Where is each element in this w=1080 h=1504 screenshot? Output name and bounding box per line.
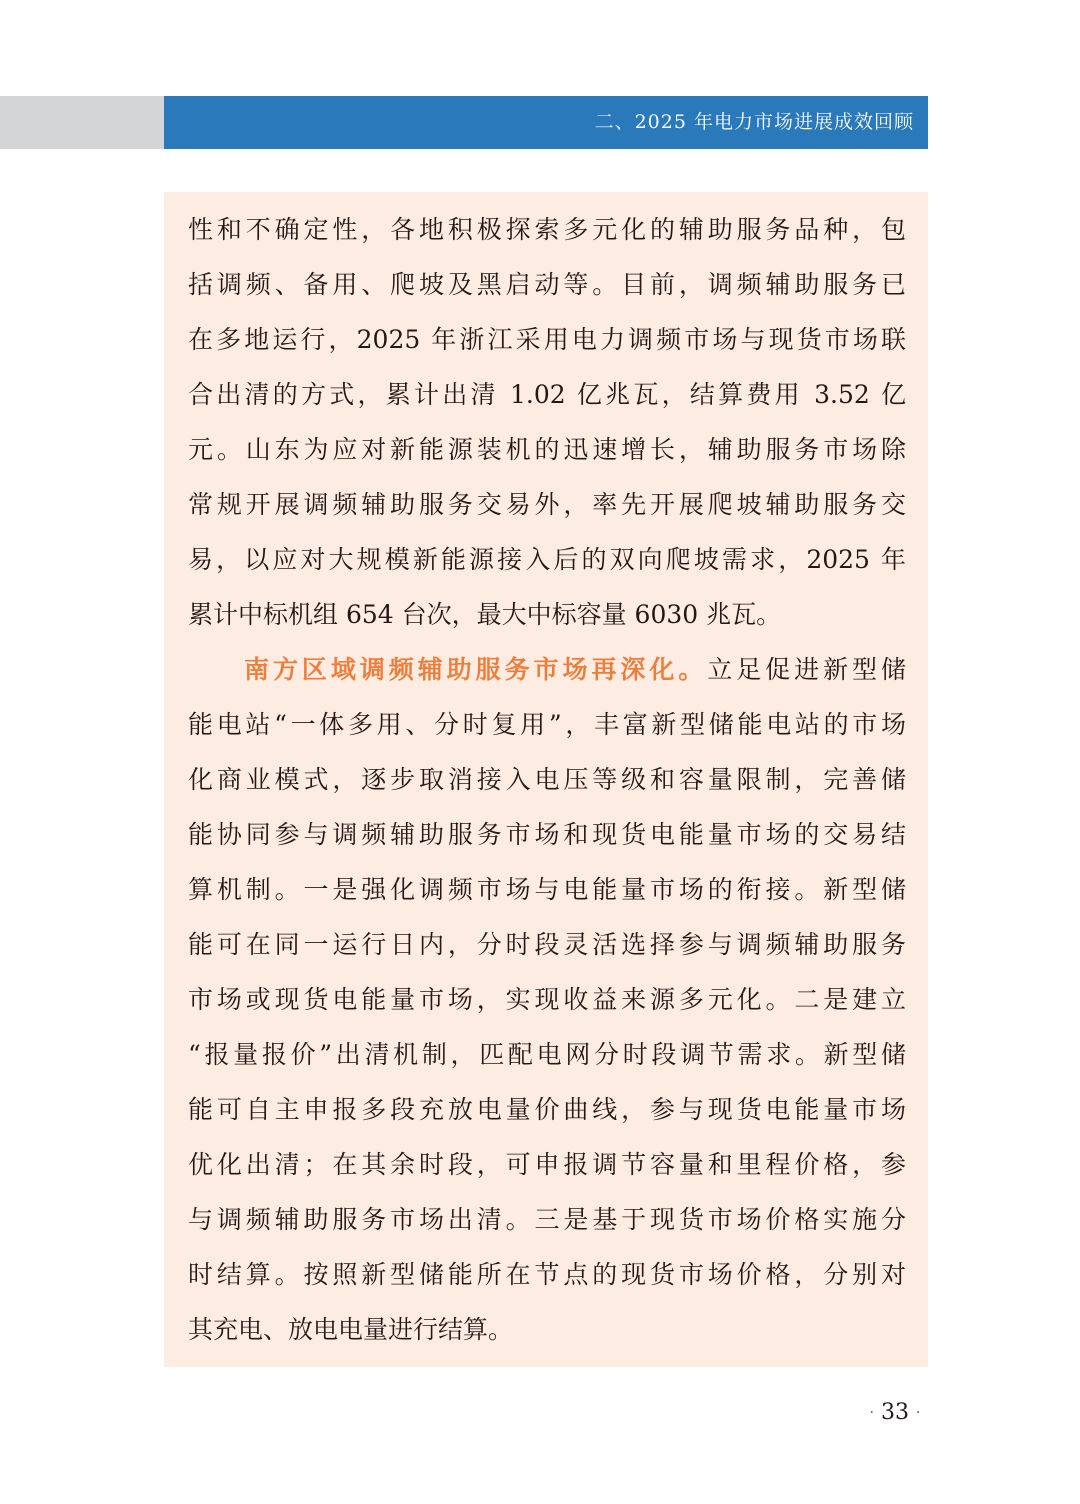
- paragraph-2-first-line-text: 立足促进新型储: [707, 655, 906, 684]
- paragraph-1-line: 性和不确定性，各地积极探索多元化的辅助服务品种，包: [188, 215, 906, 244]
- paragraph-2-line: 优化出清；在其余时段，可申报调节容量和里程价格，参: [188, 1150, 906, 1179]
- paragraph-1-line: 常规开展调频辅助服务交易外，率先开展爬坡辅助服务交: [188, 490, 906, 519]
- paragraph-2-line: 能协同参与调频辅助服务市场和现货电能量市场的交易结: [188, 820, 906, 849]
- page-number: [860, 1396, 930, 1430]
- paragraph-1-line: 括调频、备用、爬坡及黑启动等。目前，调频辅助服务已: [188, 270, 906, 299]
- paragraph-2-line: 其充电、放电电量进行结算。: [188, 1315, 514, 1344]
- paragraph-2-line: 时结算。按照新型储能所在节点的现货市场价格，分别对: [188, 1260, 906, 1289]
- paragraph-2-heading: 南方区域调频辅助服务市场再深化。: [244, 655, 708, 684]
- paragraph-1-line: 合出清的方式，累计出清 1.02 亿兆瓦，结算费用 3.52 亿: [188, 380, 906, 409]
- page-number-left-dot: ·: [869, 1405, 874, 1421]
- paragraph-2-line: “报量报价”出清机制，匹配电网分时段调节需求。新型储: [188, 1040, 906, 1069]
- paragraph-2-first-line: [188, 642, 906, 697]
- body-text: [188, 202, 906, 1357]
- paragraph-1-line: 累计中标机组 654 台次，最大中标容量 6030 兆瓦。: [188, 600, 782, 629]
- paragraph-2-line: 与调频辅助服务市场出清。三是基于现货市场价格实施分: [188, 1205, 906, 1234]
- page-number-right-dot: ·: [916, 1405, 921, 1421]
- paragraph-1-line: 在多地运行，2025 年浙江采用电力调频市场与现货市场联: [188, 325, 906, 354]
- highlight-box: [164, 192, 928, 1367]
- paragraph-2-line: 能电站“一体多用、分时复用”，丰富新型储能电站的市场: [188, 710, 906, 739]
- section-header-bar: [164, 96, 928, 149]
- paragraph-2-line: 算机制。一是强化调频市场与电能量市场的衔接。新型储: [188, 875, 906, 904]
- paragraph-2-line: 能可在同一运行日内，分时段灵活选择参与调频辅助服务: [188, 930, 906, 959]
- paragraph-2-line: 市场或现货电能量市场，实现收益来源多元化。二是建立: [188, 985, 906, 1014]
- section-title: 二、2025 年电力市场进展成效回顾: [594, 111, 914, 133]
- paragraph-1-line: 易，以应对大规模新能源接入后的双向爬坡需求，2025 年: [188, 545, 906, 574]
- paragraph-1-line: 元。山东为应对新能源装机的迅速增长，辅助服务市场除: [188, 435, 906, 464]
- header-grey-block: [0, 96, 164, 149]
- page-number-value: 33: [881, 1400, 909, 1425]
- paragraph-2-line: 化商业模式，逐步取消接入电压等级和容量限制，完善储: [188, 765, 906, 794]
- paragraph-2-line: 能可自主申报多段充放电量价曲线，参与现货电能量市场: [188, 1095, 906, 1124]
